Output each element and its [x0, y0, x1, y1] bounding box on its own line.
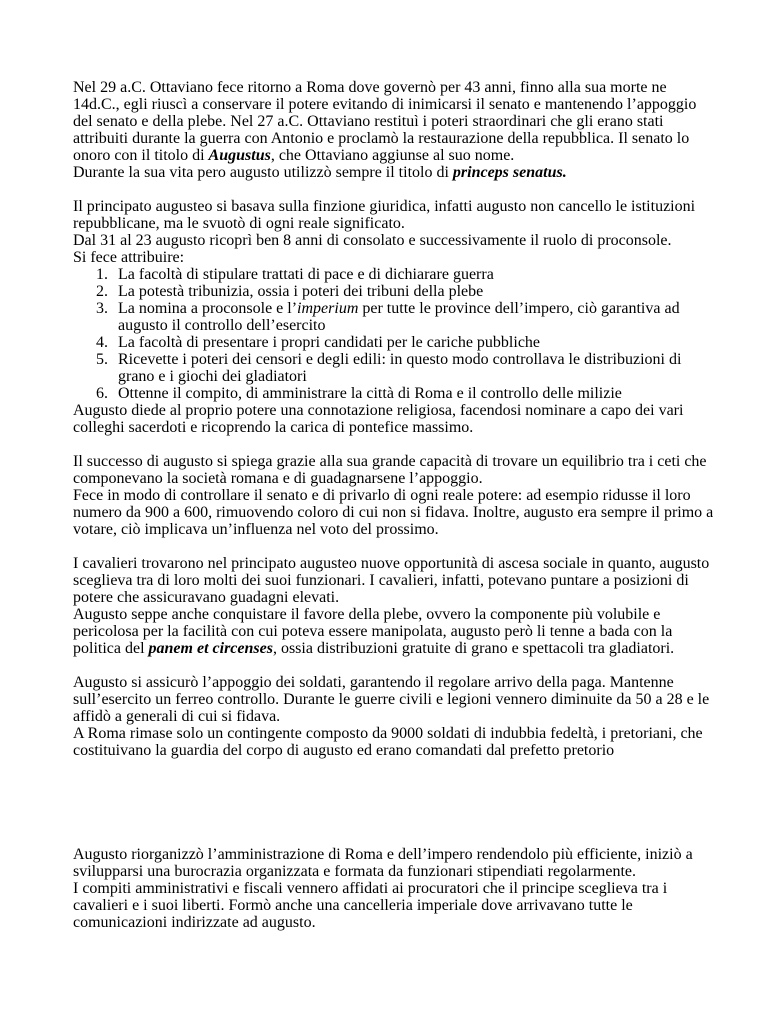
list-item-text: La facoltà di presentare i propri candidati per le cariche pubbliche: [118, 334, 541, 351]
text-run: , che Ottaviano aggiunse al suo nome.: [270, 147, 515, 164]
list-item-text: La potestà tribunizia, ossia i poteri dei tribuni della plebe: [118, 283, 484, 300]
text-line: Augusto diede al proprio potere una connotazione religiosa, facendosi nominare a capo dei vari: [73, 402, 684, 419]
emphasis-panem-et-circenses: panem et circenses: [148, 640, 273, 657]
paragraph-soldati: [73, 674, 713, 759]
paragraph-spacer: [73, 538, 713, 555]
text-line: repubblicane, ma le svuotò di ogni reale significato.: [73, 215, 405, 232]
text-line: cavalieri e i suoi liberti. Formò anche una cancelleria imperiale dove arrivavano tutte le: [73, 897, 633, 914]
text-line: numero da 900 a 600, rimuovendo coloro di cui non si fidava. Inoltre, augusto era sempre il primo a: [73, 504, 714, 521]
text-run: Durante la sua vita pero augusto utilizzò sempre il titolo di: [73, 164, 453, 181]
list-item-text: La facoltà di stipulare trattati di pace e di dichiarare guerra: [118, 266, 494, 283]
text-line: [73, 640, 713, 657]
text-line: Si fece attribuire:: [73, 249, 185, 266]
list-number: 6.: [96, 385, 108, 402]
list-item-text: Ottenne il compito, di amministrare la città di Roma e il controllo delle milizie: [118, 385, 622, 402]
list-number: 5.: [96, 351, 108, 368]
paragraph-spacer: [73, 436, 713, 453]
text-line: Fece in modo di controllare il senato e di privarlo di ogni reale potere: ad esempio ridusse il loro: [73, 487, 691, 504]
text-line: svilupparsi una burocrazia organizzata e formata da funzionari stipendiati regolarmente.: [73, 863, 637, 880]
emphasis-princeps-senatus: princeps senatus.: [452, 164, 567, 181]
text-line: Augusto riorganizzò l’amministrazione di Roma e dell’impero rendendolo più efficiente, iniziò a: [73, 846, 693, 863]
text-run: , ossia distribuzioni gratuite di grano e spettacoli tra gladiatori.: [272, 640, 675, 657]
text-line: del senato e della plebe. Nel 27 a.C. Ottaviano restituì i poteri straordinari che gli erano stati: [73, 113, 664, 130]
paragraph-ottaviano-return: [73, 79, 713, 181]
text-line: comunicazioni indirizzate ad augusto.: [73, 914, 316, 931]
text-line: Il successo di augusto si spiega grazie alla sua grande capacità di trovare un equilibrio tra i ceti che: [73, 453, 707, 470]
text-line: A Roma rimase solo un contingente composto da 9000 soldati di indubbia fedeltà, i pretoriani, che: [73, 725, 703, 742]
paragraph-spacer: [73, 181, 713, 198]
list-number: 3.: [96, 300, 108, 317]
text-line: votare, ciò implicava un’influenza nel voto del prossimo.: [73, 521, 439, 538]
document-page: [73, 79, 713, 931]
text-line: [73, 147, 713, 164]
paragraph-success: [73, 453, 713, 538]
text-run: politica del: [73, 640, 149, 657]
text-line: 14d.C., egli riuscì a conservare il potere evitando di inimicarsi il senato e mantenendo l’appoggio: [73, 96, 697, 113]
text-line: Nel 29 a.C. Ottaviano fece ritorno a Roma dove governò per 43 anni, finno alla sua morte ne: [73, 79, 667, 96]
text-line: potere che assicuravano guadagni elevati.: [73, 589, 340, 606]
list-item: [73, 283, 713, 300]
paragraph-amministrazione: [73, 846, 713, 931]
paragraph-spacer: [73, 657, 713, 674]
list-item-text: per tutte le province dell’impero, ciò garantiva ad: [358, 300, 680, 317]
text-line: attribuiti durante la guerra con Antonio e proclamò la restaurazione della repubblica. Il senato lo: [73, 130, 690, 147]
text-line: Augusto seppe anche conquistare il favore della plebe, ovvero la componente più volubile e: [73, 606, 661, 623]
paragraph-cavalieri-plebe: [73, 555, 713, 657]
list-item: [73, 300, 713, 317]
list-number: 4.: [96, 334, 108, 351]
text-line: sceglieva tra di loro molti dei suoi funzionari. I cavalieri, infatti, potevano puntare a posizioni di: [73, 572, 689, 589]
numbered-list-powers: [73, 266, 713, 402]
emphasis-augustus: Augustus: [208, 147, 271, 164]
list-number: 1.: [96, 266, 108, 283]
text-run: onoro con il titolo di: [73, 147, 209, 164]
text-line: colleghi sacerdoti e ricoprendo la carica di pontefice massimo.: [73, 419, 474, 436]
paragraph-spacer: [73, 759, 713, 846]
list-item-continuation: grano e i giochi dei gladiatori: [118, 368, 307, 385]
emphasis-imperium: imperium: [297, 300, 359, 317]
list-item-text: Ricevette i poteri dei censori e degli edili: in questo modo controllava le distribuzioni di: [118, 351, 682, 368]
text-line: Il principato augusteo si basava sulla finzione giuridica, infatti augusto non cancello le istituzioni: [73, 198, 696, 215]
paragraph-principato: [73, 198, 713, 266]
text-line: I compiti amministrativi e fiscali vennero affidati ai procuratori che il principe sceglieva tra i: [73, 880, 668, 897]
text-line: sull’esercito un ferreo controllo. Durante le guerre civili e legioni vennero diminuite da 50 a 28 e le: [73, 691, 710, 708]
list-number: 2.: [96, 283, 108, 300]
list-item: [73, 334, 713, 351]
text-line: Dal 31 al 23 augusto ricoprì ben 8 anni di consolato e successivamente il ruolo di proconsole.: [73, 232, 672, 249]
text-line: componevano la società romana e di guadagnarsene l’appoggio.: [73, 470, 483, 487]
paragraph-religious-power: [73, 402, 713, 436]
list-item-text: La nomina a proconsole e l’: [118, 300, 298, 317]
text-line: pericolosa per la facilità con cui poteva essere manipolata, augusto però li tenne a bada con la: [73, 623, 673, 640]
text-line: [73, 164, 713, 181]
list-item: [73, 266, 713, 283]
text-line: I cavalieri trovarono nel principato augusteo nuove opportunità di ascesa sociale in quanto, augusto: [73, 555, 710, 572]
text-line: affidò a generali di cui si fidava.: [73, 708, 281, 725]
text-line: costituivano la guardia del corpo di augusto ed erano comandati dal prefetto pretorio: [73, 742, 615, 759]
text-line: Augusto si assicurò l’appoggio dei soldati, garantendo il regolare arrivo della paga. Mantenne: [73, 674, 674, 691]
list-item-continuation: augusto il controllo dell’esercito: [118, 317, 326, 334]
list-item: [73, 385, 713, 402]
list-item: [73, 351, 713, 368]
